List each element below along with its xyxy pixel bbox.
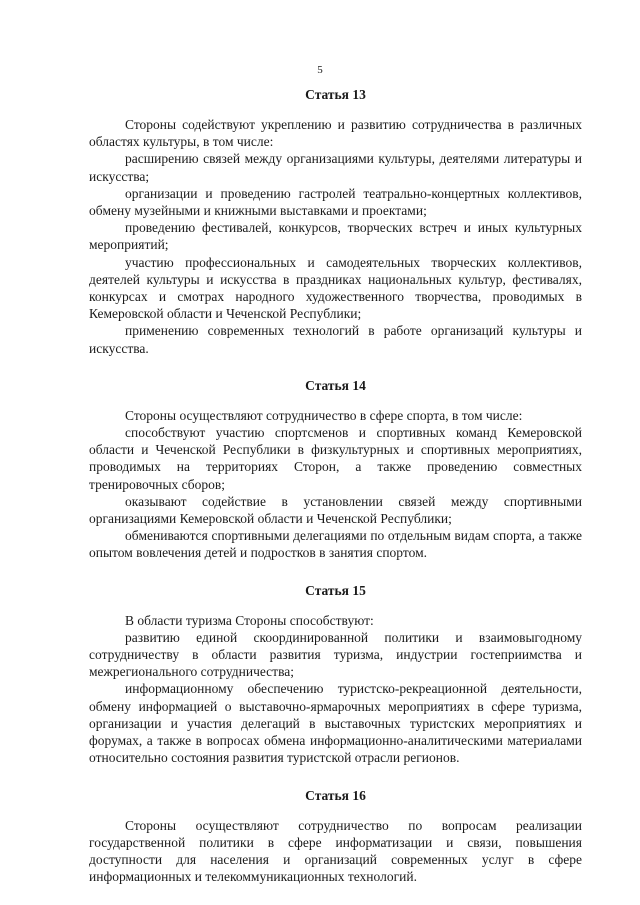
- article-13-paragraph: проведению фестивалей, конкурсов, творческих встреч и иных культурных мероприятий;: [89, 220, 582, 253]
- article-15-paragraph: развитию единой скоординированной политики и взаимовыгодному сотрудничеству в области развития туризма, индустрии гостеприимства и межрегионального сотрудничества;: [89, 629, 582, 680]
- article-13-paragraph: Стороны содействуют укреплению и развитию сотрудничества в различных областях культуры, в том числе:: [89, 117, 582, 150]
- article-13-title: Статья 13: [305, 87, 366, 102]
- article-15: [89, 582, 582, 767]
- article-14-paragraph: обмениваются спортивными делегациями по отдельным видам спорта, а также опытом вовлечения детей и подростков в занятия спортом.: [89, 528, 582, 561]
- article-15-title: Статья 15: [305, 582, 366, 598]
- article-15-paragraph: В области туризма Стороны способствуют:: [125, 612, 374, 628]
- article-14-paragraph: способствуют участию спортсменов и спортивных команд Кемеровской области и Чеченской Республики в физкультурных и спортивных мероприятиях, проводимых на территориях Сторон, а также проведению совместных тренировочных сборов;: [89, 425, 582, 492]
- article-14-title: Статья 14: [305, 377, 366, 393]
- page-number: 5: [317, 64, 323, 76]
- article-13-paragraph: участию профессиональных и самодеятельных творческих коллективов, деятелей культуры и искусства в праздниках национальных культур, фестивалях, конкурсах и смотрах народного художественного творчества, проводимых в Кемеровской области и Чеченской Республики;: [89, 254, 582, 322]
- article-13: [89, 86, 582, 357]
- article-14: [89, 377, 582, 562]
- article-13-paragraph: применению современных технологий в работе организаций культуры и искусства.: [89, 323, 582, 356]
- article-13-paragraph: расширению связей между организациями культуры, деятелями литературы и искусства;: [89, 151, 582, 184]
- article-16: [89, 787, 582, 886]
- document-body: [89, 86, 582, 905]
- article-14-paragraph: оказывают содействие в установлении связей между спортивными организациями Кемеровской области и Чеченской Республики;: [89, 493, 582, 527]
- article-13-paragraph: организации и проведению гастролей театрально-концертных коллективов, обмену музейными и книжными выставками и проектами;: [89, 185, 582, 219]
- article-15-paragraph: информационному обеспечению туристско-рекреационной деятельности, обмену информацией о выставочно-ярмарочных мероприятиях в сфере туризма, организации и участия делегаций в выставочных туристских мероприятиях и форумах, а также в вопросах обмена информационно-аналитическими материалами относительно состояния развития туристской отрасли регионов.: [89, 681, 582, 766]
- article-16-paragraph: Стороны осуществляют сотрудничество по вопросам реализации государственной политики в сфере информатизации и связи, повышения доступности для населения и организаций современных услуг в сфере информационных и телекоммуникационных технологий.: [89, 817, 582, 885]
- article-16-title: Статья 16: [305, 787, 366, 803]
- article-14-paragraph: Стороны осуществляют сотрудничество в сфере спорта, в том числе:: [125, 407, 523, 423]
